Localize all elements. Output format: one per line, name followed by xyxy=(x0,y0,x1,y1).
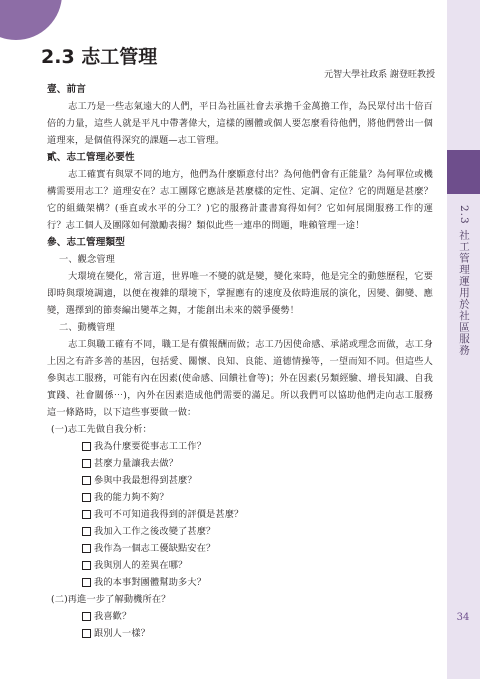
checklist-item xyxy=(47,608,433,625)
checklist-item-text: 我為什麼要從事志工工作？ xyxy=(94,441,207,452)
checkbox-icon xyxy=(82,527,91,536)
checklist-item-text: 我的本事對團體幫助多大？ xyxy=(94,577,207,588)
page-number: 34 xyxy=(456,612,470,623)
checkbox-icon xyxy=(82,629,91,638)
checkbox-icon xyxy=(82,493,91,502)
author-line: 元智大學社政系 謝登旺教授 xyxy=(324,70,435,80)
checklist-item-text: 我與別人的差異在哪？ xyxy=(94,560,188,571)
checklist-item xyxy=(47,438,433,455)
checklist-item-text: 參與中我最想得到甚麼？ xyxy=(94,475,197,486)
checklist-item-text: 甚麼力量讓我去做？ xyxy=(94,458,179,469)
main-content xyxy=(47,81,433,642)
subheading-motivation: 二、動機管理 xyxy=(59,322,116,333)
checklist-item-text: 我的能力夠不夠？ xyxy=(94,492,169,503)
checklist-item-text: 我作為一個志工優缺點安在？ xyxy=(94,543,216,554)
checklist-item-text: 我加入工作之後改變了甚麼？ xyxy=(94,526,216,537)
checkbox-icon xyxy=(82,476,91,485)
checklist-item-text: 跟別人一樣？ xyxy=(94,628,151,639)
concept-paragraph: 大環境在變化，常言道，世界唯一不變的就是變，變化來時，他是完全的動態歷程，它要即時與環境調適，以便在複雜的環境下，掌握應有的速度及依時進展的演化，因變、御變、應變，選擇到的節奏編出變革之舞，才能創出未來的競爭優勢！ xyxy=(47,271,433,316)
checklist-item xyxy=(47,523,433,540)
checkbox-icon xyxy=(82,459,91,468)
heading-types: 參、志工管理類型 xyxy=(47,237,125,248)
checklist-item xyxy=(47,472,433,489)
checkbox-icon xyxy=(82,561,91,570)
page-title: 2.3 志工管理 xyxy=(41,46,158,68)
corner-decoration xyxy=(0,0,62,40)
checklist-item xyxy=(47,506,433,523)
checklist-group-label: (一)志工先做自我分析： xyxy=(51,424,152,435)
checklist-item xyxy=(47,455,433,472)
heading-necessity: 貳、志工管理必要性 xyxy=(47,152,135,163)
checklist-group-label: (二)再進一步了解動機所在？ xyxy=(51,594,171,605)
checkbox-icon xyxy=(82,510,91,519)
subheading-concept: 一、觀念管理 xyxy=(59,254,116,265)
checklist-item xyxy=(47,574,433,591)
checkbox-icon xyxy=(82,578,91,587)
heading-intro: 壹、前言 xyxy=(47,84,86,95)
checklist-item xyxy=(47,489,433,506)
checklist-item xyxy=(47,540,433,557)
checkbox-icon xyxy=(82,442,91,451)
checklist-item-text: 我喜歡？ xyxy=(94,611,132,622)
necessity-paragraph: 志工確實有與眾不同的地方，他們為什麼願意付出？為何他們會有正能量？為何單位或機構需要用志工？道理安在？志工團隊它應該是甚麼樣的定性、定調、定位？它的問題是甚麼？它的組織架構？(垂直或水平的分工？)它的服務計畫書寫得如何？它如何展開服務工作的運行？志工個人及團隊如何激勵表揚？類似此些一連串的問題，唯賴管理一途！ xyxy=(47,169,433,231)
motivation-paragraph: 志工與職工確有不同，職工是有償報酬而做；志工乃因使命感、承諾或理念而做，志工身上因之有許多善的基因，包括愛、關懷、良知、良能、道德情操等，一望而知不同。但這些人參與志工服務，可能有內在因素(使命感、回饋社會等)；外在因素(另類經驗、增長知識、自我實踐、社會關係⋯)，內外在因素造成他們需要的滿足。所以我們可以協助他們走向志工服務這一條路時，以下這些事要做一做： xyxy=(47,339,433,418)
intro-paragraph: 志工乃是一些志氣遠大的人們，平日為社區社會去承擔千金萬擔工作，為民眾付出十倍百倍的力量，這些人就是平凡中帶著偉大，這樣的團體或個人要怎麼看待他們，將他們營出一個道理來，是個值得深究的課題—志工管理。 xyxy=(47,101,433,146)
side-caption: 2.3 社工管理運用於社區服務 xyxy=(458,205,470,356)
checklist-item xyxy=(47,557,433,574)
checklist-item-text: 我可不可知道我得到的評價是甚麼？ xyxy=(94,509,244,520)
checklist-item xyxy=(47,625,433,642)
checkbox-icon xyxy=(82,544,91,553)
checkbox-icon xyxy=(82,612,91,621)
chapter-tab xyxy=(447,150,480,194)
